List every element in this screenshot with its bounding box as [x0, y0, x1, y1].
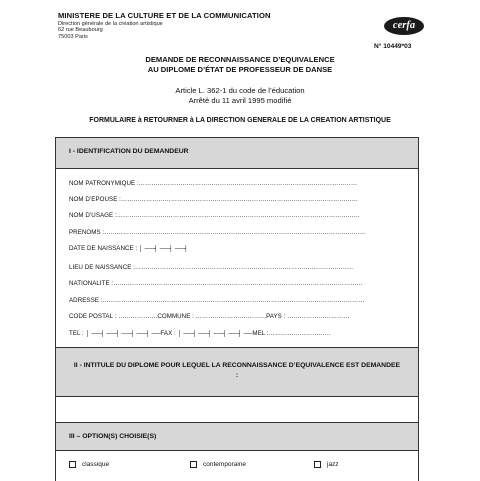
adresse-field[interactable]: ADRESSE :………………………………………………………………………………………………………………	[69, 297, 365, 304]
nom-usage-field[interactable]: NOM D’USAGE :………………………………………………………………………………………………………	[69, 212, 361, 219]
lieu-naissance-field[interactable]: LIEU DE NAISSANCE :……………………………………………………………………………………………	[69, 264, 354, 271]
option-jazz[interactable]	[314, 461, 339, 468]
legal-line-1: Article L. 362-1 du code de l’éducation	[175, 86, 305, 95]
title-line-2: AU DIPLOME D’ÉTAT DE PROFESSEUR DE DANSE	[147, 64, 333, 74]
directorate-name: Direction générale de la création artistique	[58, 20, 163, 27]
checkbox-contemporaine[interactable]	[190, 461, 197, 468]
return-instruction: FORMULAIRE à RETOURNER à LA DIRECTION GENERALE DE LA CREATION ARTISTIQUE	[89, 117, 391, 124]
nationalite-field[interactable]: NATIONALITE :…………………………………………………………………………………………………………	[69, 280, 363, 287]
address-city: 75003 Paris	[58, 33, 88, 40]
document-title	[0, 55, 480, 75]
option-classique[interactable]	[69, 461, 109, 468]
option-contemporaine-label: contemporaine	[203, 461, 246, 468]
form-box	[55, 137, 419, 481]
ministry-name: MINISTERE DE LA CULTURE ET DE LA COMMUNICATION	[58, 11, 271, 20]
option-contemporaine[interactable]	[190, 461, 246, 468]
cerfa-logo: cerfa	[384, 17, 424, 35]
section-1-header: I - IDENTIFICATION DU DEMANDEUR	[56, 138, 418, 169]
checkbox-classique[interactable]	[69, 461, 76, 468]
nom-epouse-field[interactable]: NOM D’EPOUSE :……………………………………………………………………………………………………	[69, 196, 358, 203]
address-street: 62 rue Beaubourg	[58, 27, 103, 34]
title-line-1: DEMANDE DE RECONNAISSANCE D’EQUIVALENCE	[145, 55, 335, 64]
option-classique-label: classique	[82, 461, 110, 468]
nom-patronymique-field[interactable]: NOM PATRONYMIQUE :……………………………………………………………………………………………	[69, 180, 358, 187]
prenoms-field[interactable]: PRENOMS :………………………………………………………………………………………………………………	[69, 229, 367, 236]
tel-fax-mel-field[interactable]: TEL : │ ──┤ ──┤ ──┤ ──┤ ──FAX : │ ──┤ ──┤ ──┤ ──┤ ──MEL :…………………………	[69, 330, 331, 337]
section-3-header: III – OPTION(S) CHOISIE(S)	[56, 422, 418, 451]
ministry-header	[58, 12, 271, 40]
legal-reference	[0, 86, 480, 106]
option-jazz-label: jazz	[327, 461, 339, 468]
form-number: N° 10449*03	[374, 43, 412, 50]
code-postal-commune-pays-field[interactable]: CODE POSTAL : ……………….COMMUNE : …………………………….PAYS : …………………………	[69, 313, 350, 320]
checkbox-jazz[interactable]	[314, 461, 321, 468]
legal-line-2: Arrêté du 11 avril 1995 modifié	[188, 95, 292, 105]
section-2-header: II - INTITULE DU DIPLOME POUR LEQUEL LA RECONNAISSANCE D’EQUIVALENCE EST DEMANDEE :	[56, 347, 418, 397]
date-naissance-field[interactable]: DATE DE NAISSANCE : │ ──┤ ──┤ ──┤	[69, 245, 189, 252]
